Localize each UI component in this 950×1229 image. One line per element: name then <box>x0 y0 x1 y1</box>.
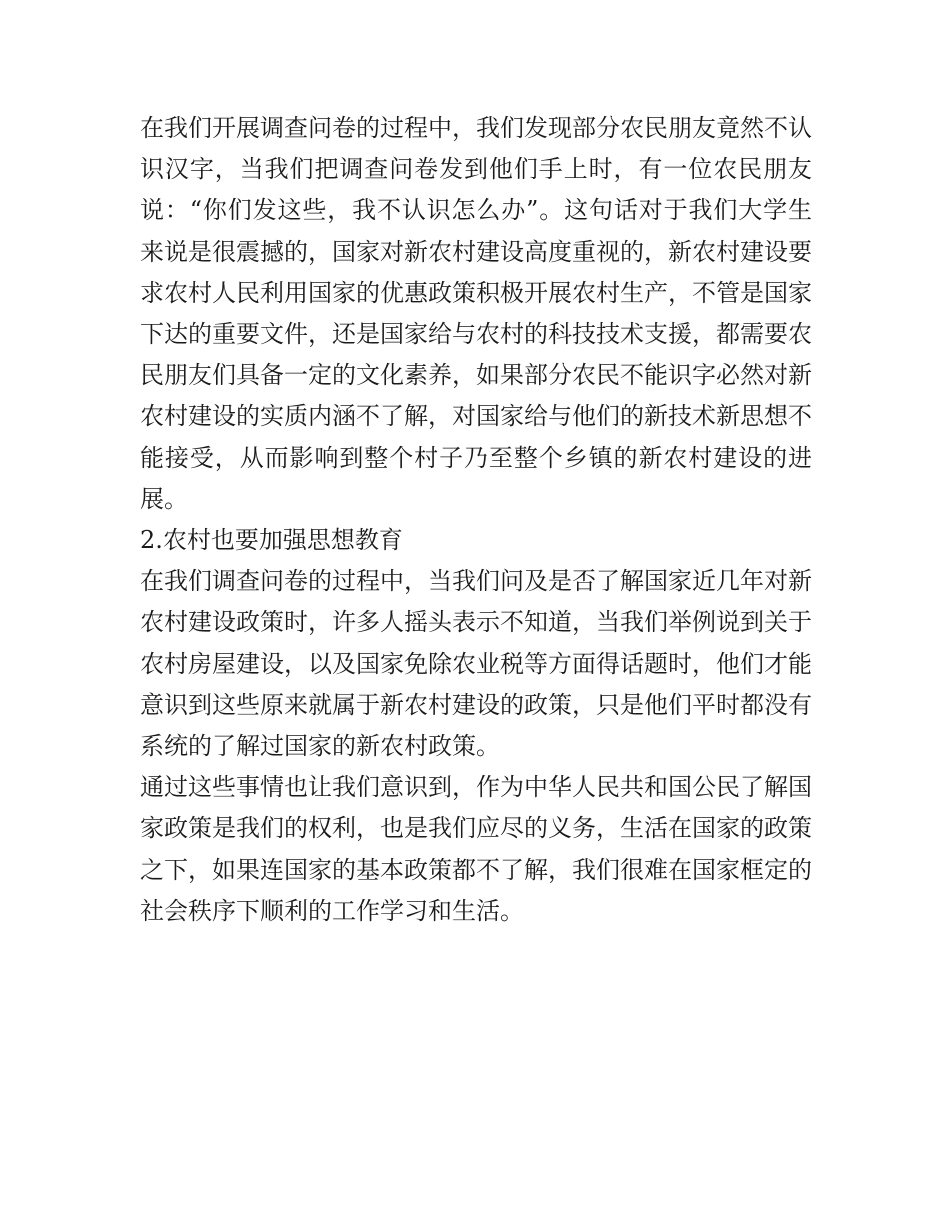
paragraph-citizen-duty: 通过这些事情也让我们意识到，作为中华人民共和国公民了解国家政策是我们的权利，也是我们应尽的义务，生活在国家的政策之下，如果连国家的基本政策都不了解，我们很难在国家框定的社会秩序下顺利的工作学习和生活。 <box>140 773 812 925</box>
document-body <box>140 108 812 932</box>
paragraph-policy-awareness: 在我们调查问卷的过程中，当我们问及是否了解国家近几年对新农村建设政策时，许多人摇头表示不知道，当我们举例说到关于农村房屋建设，以及国家免除农业税等方面得话题时，他们才能意识到这些原来就属于新农村建设的政策，只是他们平时都没有系统的了解过国家的新农村政策。 <box>140 567 812 761</box>
paragraph-literacy-issue: 在我们开展调查问卷的过程中，我们发现部分农民朋友竟然不认识汉字，当我们把调查问卷发到他们手上时，有一位农民朋友说：“你们发这些，我不认识怎么办”。这句话对于我们大学生来说是很震撼的，国家对新农村建设高度重视的，新农村建设要求农村人民利用国家的优惠政策积极开展农村生产，不管是国家下达的重要文件，还是国家给与农村的科技技术支援，都需要农民朋友们具备一定的文化素养，如果部分农民不能识字必然对新农村建设的实质内涵不了解，对国家给与他们的新技术新思想不能接受，从而影响到整个村子乃至整个乡镇的新农村建设的进展。 <box>140 114 812 513</box>
section-heading-ideological-education: 2.农村也要加强思想教育 <box>140 526 403 555</box>
